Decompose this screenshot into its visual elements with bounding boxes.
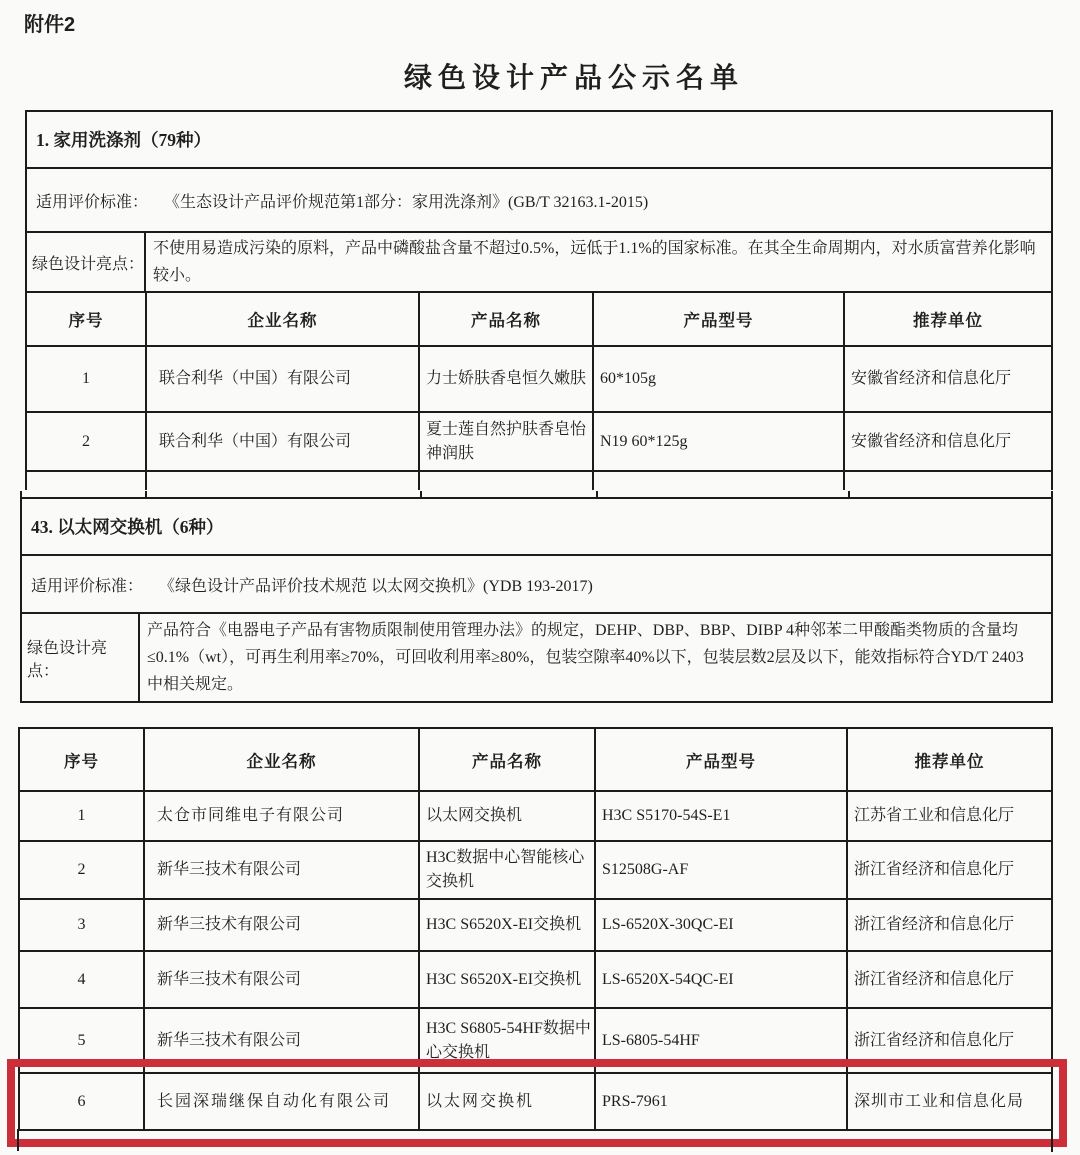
table-row <box>20 900 1051 952</box>
header-model: 产品型号 <box>596 729 848 790</box>
cell-product: 以太网交换机 <box>420 792 596 840</box>
cell-seq: 1 <box>27 347 147 411</box>
cell-company: 新华三技术有限公司 <box>145 952 420 1007</box>
cell-recommender: 浙江省经济和信息化厅 <box>854 916 1015 933</box>
border-stub <box>1051 1129 1053 1152</box>
cell-company: 长园深瑞继保自动化有限公司 <box>145 1074 420 1129</box>
section-heading: 1. 家用洗涤剂（79种） <box>36 130 211 150</box>
column-header-row <box>20 729 1051 792</box>
cell-company: 新华三技术有限公司 <box>145 900 420 950</box>
column-stub <box>20 491 22 497</box>
cell-recommender: 浙江省经济和信息化厅 <box>854 1031 1015 1049</box>
column-stub <box>1051 491 1053 497</box>
table-switch-info <box>20 497 1053 703</box>
header-seq: 序号 <box>27 293 147 345</box>
table-row <box>27 413 1051 472</box>
table-row <box>20 952 1051 1009</box>
cell-product: 夏士莲自然护肤香皂怡神润肤 <box>420 413 594 470</box>
header-company: 企业名称 <box>147 293 420 345</box>
table-row <box>20 842 1051 900</box>
table-row-highlighted <box>20 1074 1051 1129</box>
cell-company: 新华三技术有限公司 <box>145 1009 420 1072</box>
cell-company: 联合利华（中国）有限公司 <box>147 347 420 411</box>
cell-recommender: 安徽省经济和信息化厅 <box>851 370 1012 387</box>
cell-seq: 6 <box>20 1074 145 1129</box>
cell-product: H3C S6805-54HF数据中心交换机 <box>420 1009 596 1072</box>
cell-model: 60*105g <box>594 347 845 411</box>
column-stub <box>848 491 850 497</box>
standard-label: 适用评价标准： <box>36 193 149 211</box>
table-detergent <box>25 110 1053 490</box>
highlight-text: 产品符合《电器电子产品有害物质限制使用管理办法》的规定，DEHP、DBP、BBP、DIBP 4种邻苯二甲酸酯类物质的含量均≤0.1%（wt），可再生利用率≥70%，可回收利用率≥80%，包装空隙率40%以下，包装层数2层及以下，能效指标符合YD/T 2403 中相关规定。 <box>147 622 1024 693</box>
cell-product: H3C S6520X-EI交换机 <box>420 952 596 1007</box>
table-row <box>20 792 1051 842</box>
header-seq: 序号 <box>20 729 145 790</box>
cell-product: 以太网交换机 <box>420 1074 596 1129</box>
standard-label: 适用评价标准： <box>31 577 144 595</box>
cell-product: 力士娇肤香皂恒久嫩肤 <box>420 347 594 411</box>
header-product: 产品名称 <box>420 729 596 790</box>
standard-row <box>27 169 1051 233</box>
cell-company: 太仓市同维电子有限公司 <box>145 792 420 840</box>
table-row <box>27 347 1051 413</box>
cell-model: LS-6805-54HF <box>596 1009 848 1072</box>
cell-model: PRS-7961 <box>596 1074 848 1129</box>
column-stub <box>420 491 422 497</box>
standard-text: 《生态设计产品评价规范第1部分：家用洗涤剂》(GB/T 32163.1-2015) <box>164 193 649 211</box>
table-switch-products <box>18 727 1053 1131</box>
cell-recommender: 浙江省经济和信息化厅 <box>854 861 1015 878</box>
section-heading: 43. 以太网交换机（6种） <box>31 517 224 537</box>
cell-product: H3C S6520X-EI交换机 <box>420 900 596 950</box>
section-heading-row <box>22 499 1051 556</box>
cell-recommender: 安徽省经济和信息化厅 <box>851 432 1012 450</box>
cell-recommender: 江苏省工业和信息化厅 <box>854 807 1015 824</box>
cell-seq: 1 <box>20 792 145 840</box>
header-recommender: 推荐单位 <box>914 752 985 771</box>
cell-model: N19 60*125g <box>594 413 845 470</box>
highlight-row <box>27 233 1051 293</box>
cell-model: S12508G-AF <box>596 842 848 898</box>
cell-product: H3C数据中心智能核心交换机 <box>420 842 596 898</box>
empty-cell <box>845 472 1051 490</box>
highlight-label: 绿色设计亮点： <box>27 233 146 291</box>
standard-row <box>22 556 1051 614</box>
header-product: 产品名称 <box>420 293 594 345</box>
column-stub <box>596 491 598 497</box>
cell-recommender: 深圳市工业和信息化局 <box>854 1092 1025 1110</box>
cell-model: H3C S5170-54S-E1 <box>596 792 848 840</box>
partial-cut-row <box>27 472 1051 490</box>
header-model: 产品型号 <box>594 293 845 345</box>
table-row <box>20 1009 1051 1074</box>
empty-cell <box>147 472 420 490</box>
cell-model: LS-6520X-54QC-EI <box>596 952 848 1007</box>
column-stub <box>145 491 147 497</box>
highlight-text: 不使用易造成污染的原料，产品中磷酸盐含量不超过0.5%，远低于1.1%的国家标准。在其全生命周期内，对水质富营养化影响较小。 <box>153 240 1036 284</box>
cell-company: 联合利华（中国）有限公司 <box>147 413 420 470</box>
section-heading-row <box>27 112 1051 169</box>
cell-seq: 2 <box>27 413 147 470</box>
standard-text: 《绿色设计产品评价技术规范 以太网交换机》(YDB 193-2017) <box>159 577 593 595</box>
document-title: 绿色设计产品公示名单 <box>404 62 745 93</box>
cell-seq: 2 <box>20 842 145 898</box>
highlight-row <box>22 614 1051 701</box>
cell-company: 新华三技术有限公司 <box>145 842 420 898</box>
header-recommender: 推荐单位 <box>913 312 983 330</box>
header-company: 企业名称 <box>145 729 420 790</box>
column-header-row <box>27 293 1051 347</box>
empty-cell <box>27 472 147 490</box>
cell-seq: 3 <box>20 900 145 950</box>
cell-model: LS-6520X-30QC-EI <box>596 900 848 950</box>
empty-cell <box>594 472 845 490</box>
cell-seq: 5 <box>20 1009 145 1072</box>
empty-cell <box>420 472 594 490</box>
cell-recommender: 浙江省经济和信息化厅 <box>854 970 1015 988</box>
highlight-label: 绿色设计亮点： <box>22 614 140 701</box>
border-stub <box>17 1129 19 1151</box>
cell-seq: 4 <box>20 952 145 1007</box>
attachment-label: 附件2 <box>24 14 76 36</box>
